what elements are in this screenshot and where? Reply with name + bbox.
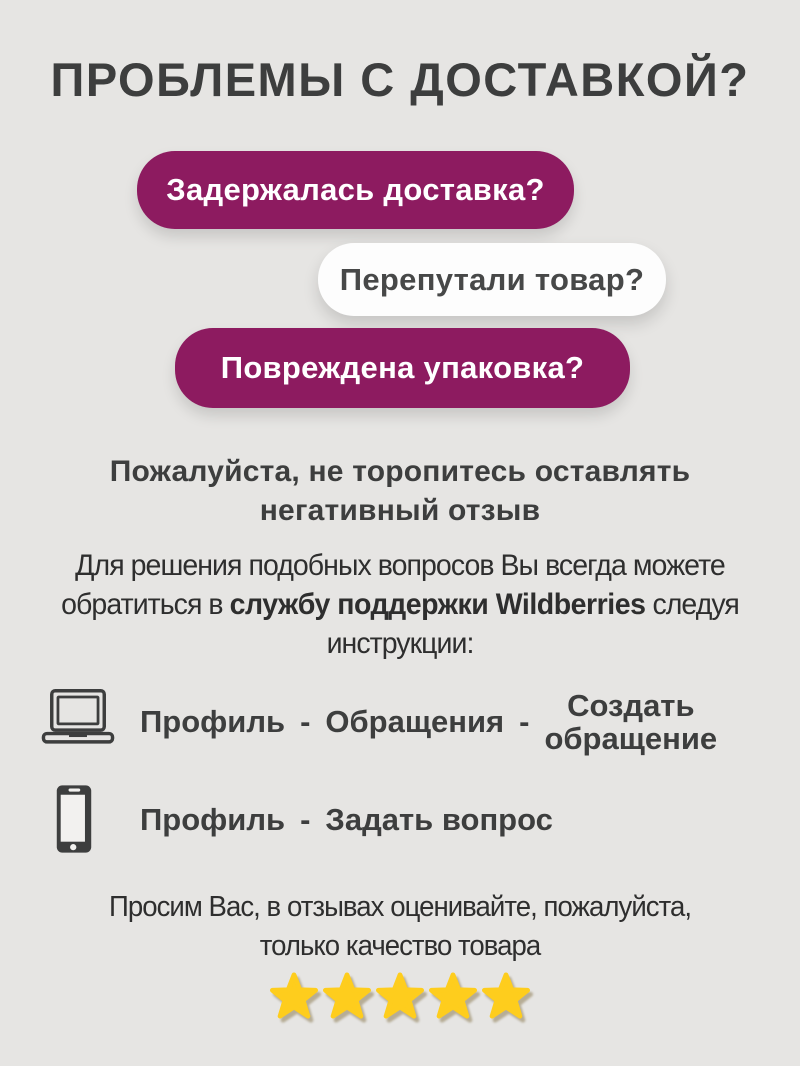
laptop-icon — [40, 682, 116, 752]
mobile-separator-1: - — [300, 802, 311, 837]
star-icon — [270, 972, 318, 1020]
bubble-wrong-item — [318, 243, 666, 316]
footer-note — [20, 888, 780, 966]
support-bold-wildberries: службу поддержки Wildberries — [229, 588, 646, 621]
instructions-web-path — [140, 684, 780, 760]
rating-stars — [0, 972, 800, 1020]
web-step-create-request — [544, 689, 717, 755]
mobile-step-ask-question: Задать вопрос — [325, 802, 553, 837]
support-line-2-pre: обратиться в — [61, 588, 230, 621]
web-step-create-request-line-2: обращение — [544, 721, 718, 756]
star-icon — [482, 972, 530, 1020]
smartphone-icon — [56, 777, 92, 861]
support-line-3: инструкции: — [326, 627, 474, 660]
footer-note-line-1: Просим Вас, в отзывах оценивайте, пожалуйста, — [108, 891, 692, 923]
web-step-profile: Профиль — [140, 704, 286, 739]
star-icon — [323, 972, 371, 1020]
support-note — [20, 546, 780, 663]
web-step-create-request-line-1: Создать — [567, 688, 695, 723]
support-line-2-post: следуя — [645, 588, 739, 621]
mobile-step-profile: Профиль — [140, 802, 286, 837]
bubble-delayed-delivery-label: Задержалась доставка? — [166, 172, 545, 207]
bubble-wrong-item-label: Перепутали товар? — [339, 261, 645, 297]
plea-line-1: Пожалуйста, не торопитесь оставлять — [109, 455, 691, 488]
footer-note-line-2: только качество товара — [259, 930, 541, 962]
web-separator-2: - — [519, 704, 530, 739]
bubble-damaged-packaging-label: Повреждена упаковка? — [220, 350, 585, 385]
page-title: ПРОБЛЕМЫ С ДОСТАВКОЙ? — [50, 53, 750, 106]
star-icon — [376, 972, 424, 1020]
instructions-mobile-path — [140, 782, 780, 858]
bubble-damaged-packaging — [175, 328, 630, 408]
web-step-requests: Обращения — [325, 704, 505, 739]
support-line-2 — [20, 585, 780, 624]
star-icon — [429, 972, 477, 1020]
plea-line-2: негативный отзыв — [259, 494, 541, 527]
support-line-1: Для решения подобных вопросов Вы всегда можете — [75, 549, 725, 582]
plea-text — [0, 452, 800, 530]
bubble-delayed-delivery — [137, 151, 574, 229]
web-separator-1: - — [300, 704, 311, 739]
